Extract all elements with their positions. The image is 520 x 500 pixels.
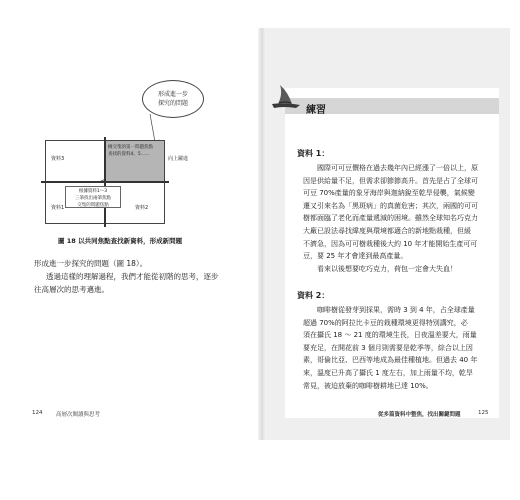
quadrant-label-data2: 資料2 [135, 205, 149, 211]
text-line: 因是供給量不足，但需求卻節節高升。首先是占了全球可 [303, 176, 478, 185]
text-line: 大廠已設法尋找緯度與環境都適合的新地點栽種，但緩 [303, 226, 471, 235]
wizard-hat-icon [270, 82, 304, 112]
section-heading-data1: 資料 1： [297, 149, 330, 158]
text-line: 遷又引來名為「黑斑病」的真菌危害；其次，兩國的可可 [303, 201, 478, 210]
note-box [65, 186, 121, 208]
note-line: 三筆找出兩筆焦點 [75, 196, 111, 201]
text-line: 樹都面臨了老化而產量遞減的困境。雖然全球知名巧克力 [303, 214, 478, 223]
note-line: 根據資料1～3 [78, 189, 108, 194]
text-line: 看來以後想要吃巧克力，荷包一定會大失血！ [317, 264, 457, 273]
shaded-text-line: 檢交集的第一問題焦點 [108, 145, 153, 150]
page-number-right: 125 [478, 410, 489, 416]
bubble-line: 探究的問題 [157, 100, 188, 107]
text-line: 素，哥倫比亞、巴西等地成為最佳種植地。但過去 40 年 [303, 356, 478, 365]
shaded-text-line: 查找的資料4、5…… [108, 152, 150, 157]
text-line: 超過 70%的阿拉比卡豆的栽種環境更得特別講究，必 [303, 318, 468, 327]
text-line: 須在攝氏 18 ～ 21 度的環境生長，日夜溫差要大，雨量 [303, 331, 477, 340]
figure-caption: 圖 18 以共同焦點查找新資料，形成新問題 [58, 237, 183, 245]
running-head-right: 從多篇資料中整焦，找出關鍵問題 [378, 412, 461, 418]
horizontal-axis [41, 181, 169, 183]
data1-paragraph [303, 162, 489, 275]
quadrant-label-data3: 資料3 [51, 156, 65, 162]
text-line: 不濟急，因為可可樹栽種後大約 10 年才能開始生產可可 [303, 239, 478, 248]
page-number-left: 124 [32, 410, 43, 416]
text-line: 來，溫度已升高了攝氏 1 度左右，加上雨量不均，乾旱 [303, 368, 473, 377]
quadrant-diagram [45, 140, 189, 224]
quadrant-label-data1: 資料1 [51, 205, 65, 211]
left-paragraph-line: 形成進一步探究的問題（圖 18）。 [34, 259, 148, 268]
upward-leap-label: 向上躍進 [168, 156, 189, 162]
left-paragraph-line: 往高層次的思考邁進。 [34, 285, 109, 294]
text-line: 常見，被迫放棄的咖啡樹耕地已達 10%。 [303, 381, 433, 390]
running-head-left: 高層次閱讀與思考 [56, 412, 101, 418]
text-line: 可豆 70%產量的象牙海岸與迦納銳至乾旱侵襲，氣候變 [303, 189, 475, 198]
text-line: 國際可可豆價格在過去幾年內已經漲了一倍以上，原 [317, 164, 478, 172]
note-line: 交集的問題焦點 [77, 203, 109, 208]
text-line: 豆，要 25 年才會達到最高產量。 [303, 252, 408, 261]
bubble-line: 形成進一步 [157, 91, 188, 98]
text-line: 要充足，在開花前 3 個月則需要是乾季等，綜合以上因 [303, 343, 473, 352]
left-paragraph-line: 透過這樣的理解過程，我們才能從初階的思考，逐步 [46, 272, 219, 281]
data2-paragraph [303, 304, 489, 392]
exercise-title: 練習 [306, 105, 326, 116]
section-heading-data2: 資料 2： [297, 291, 330, 300]
text-line: 咖啡樹從發芽到採果，需時 3 到 4 年，占全球產量 [317, 306, 475, 314]
shaded-quadrant-text [108, 144, 160, 158]
